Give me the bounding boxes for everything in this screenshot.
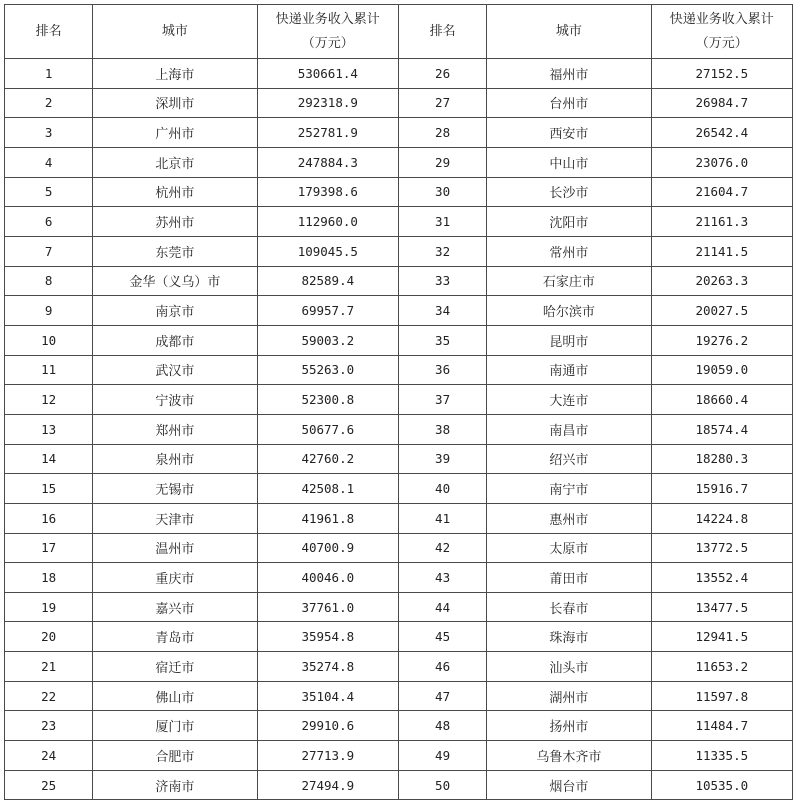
cell-rank-left: 19 bbox=[5, 592, 93, 622]
cell-rank-left: 22 bbox=[5, 681, 93, 711]
cell-rank-right: 27 bbox=[398, 88, 486, 118]
cell-rank-right: 32 bbox=[398, 236, 486, 266]
cell-revenue-right: 21141.5 bbox=[651, 236, 792, 266]
cell-revenue-left: 35274.8 bbox=[257, 652, 398, 682]
cell-city-left: 宿迁市 bbox=[93, 652, 257, 682]
cell-rank-right: 42 bbox=[398, 533, 486, 563]
cell-city-left: 深圳市 bbox=[93, 88, 257, 118]
cell-city-left: 广州市 bbox=[93, 118, 257, 148]
table-row bbox=[5, 681, 793, 711]
cell-revenue-right: 11653.2 bbox=[651, 652, 792, 682]
express-revenue-ranking-table bbox=[4, 4, 793, 800]
cell-city-right: 福州市 bbox=[487, 59, 651, 89]
cell-revenue-right: 19059.0 bbox=[651, 355, 792, 385]
header-revenue-title: 快递业务收入累计 bbox=[669, 11, 774, 27]
cell-revenue-right: 27152.5 bbox=[651, 59, 792, 89]
cell-city-right: 珠海市 bbox=[487, 622, 651, 652]
cell-city-left: 成都市 bbox=[93, 325, 257, 355]
table-row bbox=[5, 118, 793, 148]
cell-city-left: 温州市 bbox=[93, 533, 257, 563]
table-row bbox=[5, 325, 793, 355]
cell-rank-right: 45 bbox=[398, 622, 486, 652]
cell-revenue-right: 11597.8 bbox=[651, 681, 792, 711]
cell-rank-left: 10 bbox=[5, 325, 93, 355]
cell-rank-left: 8 bbox=[5, 266, 93, 296]
cell-rank-left: 4 bbox=[5, 147, 93, 177]
cell-rank-left: 15 bbox=[5, 474, 93, 504]
cell-rank-left: 21 bbox=[5, 652, 93, 682]
cell-revenue-right: 13477.5 bbox=[651, 592, 792, 622]
cell-city-left: 上海市 bbox=[93, 59, 257, 89]
cell-city-right: 南宁市 bbox=[487, 474, 651, 504]
cell-revenue-right: 23076.0 bbox=[651, 147, 792, 177]
table-row bbox=[5, 592, 793, 622]
table-row bbox=[5, 563, 793, 593]
cell-rank-left: 3 bbox=[5, 118, 93, 148]
header-row bbox=[5, 5, 793, 59]
cell-city-left: 东莞市 bbox=[93, 236, 257, 266]
cell-rank-right: 41 bbox=[398, 503, 486, 533]
table-row bbox=[5, 59, 793, 89]
cell-rank-right: 26 bbox=[398, 59, 486, 89]
cell-city-left: 重庆市 bbox=[93, 563, 257, 593]
cell-revenue-right: 13772.5 bbox=[651, 533, 792, 563]
cell-rank-right: 29 bbox=[398, 147, 486, 177]
header-revenue-unit: （万元） bbox=[301, 35, 354, 51]
cell-revenue-right: 11335.5 bbox=[651, 741, 792, 771]
cell-rank-right: 39 bbox=[398, 444, 486, 474]
table-row bbox=[5, 147, 793, 177]
cell-rank-right: 50 bbox=[398, 770, 486, 800]
cell-rank-right: 46 bbox=[398, 652, 486, 682]
cell-revenue-left: 179398.6 bbox=[257, 177, 398, 207]
cell-city-right: 烟台市 bbox=[487, 770, 651, 800]
cell-revenue-left: 55263.0 bbox=[257, 355, 398, 385]
cell-city-left: 天津市 bbox=[93, 503, 257, 533]
cell-revenue-right: 11484.7 bbox=[651, 711, 792, 741]
cell-city-right: 台州市 bbox=[487, 88, 651, 118]
cell-revenue-left: 59003.2 bbox=[257, 325, 398, 355]
cell-city-left: 无锡市 bbox=[93, 474, 257, 504]
table-row bbox=[5, 88, 793, 118]
cell-revenue-left: 42760.2 bbox=[257, 444, 398, 474]
cell-rank-left: 23 bbox=[5, 711, 93, 741]
cell-revenue-left: 40700.9 bbox=[257, 533, 398, 563]
cell-city-right: 莆田市 bbox=[487, 563, 651, 593]
cell-revenue-right: 15916.7 bbox=[651, 474, 792, 504]
table-row bbox=[5, 385, 793, 415]
cell-rank-left: 11 bbox=[5, 355, 93, 385]
cell-revenue-left: 42508.1 bbox=[257, 474, 398, 504]
cell-city-right: 惠州市 bbox=[487, 503, 651, 533]
cell-rank-left: 17 bbox=[5, 533, 93, 563]
cell-revenue-left: 37761.0 bbox=[257, 592, 398, 622]
cell-revenue-left: 247884.3 bbox=[257, 147, 398, 177]
cell-city-right: 湖州市 bbox=[487, 681, 651, 711]
cell-city-left: 宁波市 bbox=[93, 385, 257, 415]
cell-revenue-left: 29910.6 bbox=[257, 711, 398, 741]
cell-city-right: 石家庄市 bbox=[487, 266, 651, 296]
cell-city-left: 嘉兴市 bbox=[93, 592, 257, 622]
cell-city-left: 佛山市 bbox=[93, 681, 257, 711]
cell-city-left: 青岛市 bbox=[93, 622, 257, 652]
cell-revenue-right: 19276.2 bbox=[651, 325, 792, 355]
cell-rank-left: 5 bbox=[5, 177, 93, 207]
cell-rank-right: 31 bbox=[398, 207, 486, 237]
table-row bbox=[5, 207, 793, 237]
cell-rank-right: 34 bbox=[398, 296, 486, 326]
cell-city-right: 绍兴市 bbox=[487, 444, 651, 474]
cell-revenue-left: 109045.5 bbox=[257, 236, 398, 266]
cell-city-right: 中山市 bbox=[487, 147, 651, 177]
table-row bbox=[5, 770, 793, 800]
cell-city-right: 太原市 bbox=[487, 533, 651, 563]
table-row bbox=[5, 533, 793, 563]
table-row bbox=[5, 236, 793, 266]
cell-revenue-left: 252781.9 bbox=[257, 118, 398, 148]
cell-revenue-right: 20027.5 bbox=[651, 296, 792, 326]
cell-rank-right: 33 bbox=[398, 266, 486, 296]
cell-rank-left: 18 bbox=[5, 563, 93, 593]
cell-city-left: 南京市 bbox=[93, 296, 257, 326]
cell-city-right: 扬州市 bbox=[487, 711, 651, 741]
cell-city-right: 西安市 bbox=[487, 118, 651, 148]
cell-rank-right: 49 bbox=[398, 741, 486, 771]
table-row bbox=[5, 503, 793, 533]
table-row bbox=[5, 652, 793, 682]
cell-rank-right: 30 bbox=[398, 177, 486, 207]
cell-city-right: 长春市 bbox=[487, 592, 651, 622]
cell-revenue-left: 50677.6 bbox=[257, 414, 398, 444]
cell-revenue-left: 35954.8 bbox=[257, 622, 398, 652]
cell-city-right: 哈尔滨市 bbox=[487, 296, 651, 326]
cell-city-right: 南通市 bbox=[487, 355, 651, 385]
table-row bbox=[5, 474, 793, 504]
cell-city-left: 武汉市 bbox=[93, 355, 257, 385]
cell-city-left: 合肥市 bbox=[93, 741, 257, 771]
table-row bbox=[5, 622, 793, 652]
cell-city-left: 泉州市 bbox=[93, 444, 257, 474]
cell-rank-right: 38 bbox=[398, 414, 486, 444]
cell-rank-left: 6 bbox=[5, 207, 93, 237]
cell-revenue-right: 26984.7 bbox=[651, 88, 792, 118]
table-row bbox=[5, 355, 793, 385]
cell-revenue-left: 292318.9 bbox=[257, 88, 398, 118]
cell-city-left: 厦门市 bbox=[93, 711, 257, 741]
cell-revenue-right: 18280.3 bbox=[651, 444, 792, 474]
cell-revenue-right: 13552.4 bbox=[651, 563, 792, 593]
header-revenue-left bbox=[257, 5, 398, 59]
table-header bbox=[5, 5, 793, 59]
table-row bbox=[5, 444, 793, 474]
cell-revenue-right: 21604.7 bbox=[651, 177, 792, 207]
cell-rank-left: 2 bbox=[5, 88, 93, 118]
header-rank-right: 排名 bbox=[398, 5, 486, 59]
cell-city-left: 郑州市 bbox=[93, 414, 257, 444]
cell-rank-left: 25 bbox=[5, 770, 93, 800]
cell-rank-left: 13 bbox=[5, 414, 93, 444]
cell-revenue-left: 40046.0 bbox=[257, 563, 398, 593]
cell-city-right: 昆明市 bbox=[487, 325, 651, 355]
table-row bbox=[5, 266, 793, 296]
cell-revenue-left: 52300.8 bbox=[257, 385, 398, 415]
cell-rank-right: 35 bbox=[398, 325, 486, 355]
cell-city-right: 南昌市 bbox=[487, 414, 651, 444]
cell-rank-right: 37 bbox=[398, 385, 486, 415]
cell-city-right: 汕头市 bbox=[487, 652, 651, 682]
header-revenue-title: 快递业务收入累计 bbox=[275, 11, 380, 27]
cell-city-left: 金华（义乌）市 bbox=[93, 266, 257, 296]
table-row bbox=[5, 711, 793, 741]
cell-revenue-right: 18574.4 bbox=[651, 414, 792, 444]
cell-revenue-right: 18660.4 bbox=[651, 385, 792, 415]
cell-revenue-right: 20263.3 bbox=[651, 266, 792, 296]
cell-rank-right: 48 bbox=[398, 711, 486, 741]
table-row bbox=[5, 414, 793, 444]
cell-revenue-right: 10535.0 bbox=[651, 770, 792, 800]
cell-revenue-left: 41961.8 bbox=[257, 503, 398, 533]
cell-revenue-left: 69957.7 bbox=[257, 296, 398, 326]
table-row bbox=[5, 296, 793, 326]
header-revenue-right bbox=[651, 5, 792, 59]
cell-revenue-right: 12941.5 bbox=[651, 622, 792, 652]
table-body bbox=[5, 59, 793, 800]
cell-rank-left: 24 bbox=[5, 741, 93, 771]
table-row bbox=[5, 177, 793, 207]
header-city-right: 城市 bbox=[487, 5, 651, 59]
cell-revenue-left: 112960.0 bbox=[257, 207, 398, 237]
cell-city-left: 北京市 bbox=[93, 147, 257, 177]
cell-rank-right: 43 bbox=[398, 563, 486, 593]
cell-rank-right: 40 bbox=[398, 474, 486, 504]
cell-city-right: 常州市 bbox=[487, 236, 651, 266]
cell-revenue-left: 82589.4 bbox=[257, 266, 398, 296]
cell-city-right: 大连市 bbox=[487, 385, 651, 415]
cell-city-left: 苏州市 bbox=[93, 207, 257, 237]
cell-rank-left: 7 bbox=[5, 236, 93, 266]
header-revenue-unit: （万元） bbox=[695, 35, 748, 51]
table-row bbox=[5, 741, 793, 771]
cell-revenue-right: 26542.4 bbox=[651, 118, 792, 148]
cell-rank-right: 44 bbox=[398, 592, 486, 622]
cell-revenue-right: 21161.3 bbox=[651, 207, 792, 237]
cell-rank-left: 16 bbox=[5, 503, 93, 533]
header-rank-left: 排名 bbox=[5, 5, 93, 59]
cell-revenue-left: 27713.9 bbox=[257, 741, 398, 771]
cell-city-left: 济南市 bbox=[93, 770, 257, 800]
header-city-left: 城市 bbox=[93, 5, 257, 59]
cell-rank-left: 14 bbox=[5, 444, 93, 474]
cell-city-right: 长沙市 bbox=[487, 177, 651, 207]
cell-city-right: 乌鲁木齐市 bbox=[487, 741, 651, 771]
cell-rank-left: 1 bbox=[5, 59, 93, 89]
cell-rank-left: 9 bbox=[5, 296, 93, 326]
cell-rank-left: 12 bbox=[5, 385, 93, 415]
cell-revenue-left: 530661.4 bbox=[257, 59, 398, 89]
cell-rank-right: 47 bbox=[398, 681, 486, 711]
cell-revenue-left: 35104.4 bbox=[257, 681, 398, 711]
cell-rank-left: 20 bbox=[5, 622, 93, 652]
cell-rank-right: 28 bbox=[398, 118, 486, 148]
cell-revenue-right: 14224.8 bbox=[651, 503, 792, 533]
cell-rank-right: 36 bbox=[398, 355, 486, 385]
cell-city-left: 杭州市 bbox=[93, 177, 257, 207]
cell-revenue-left: 27494.9 bbox=[257, 770, 398, 800]
cell-city-right: 沈阳市 bbox=[487, 207, 651, 237]
